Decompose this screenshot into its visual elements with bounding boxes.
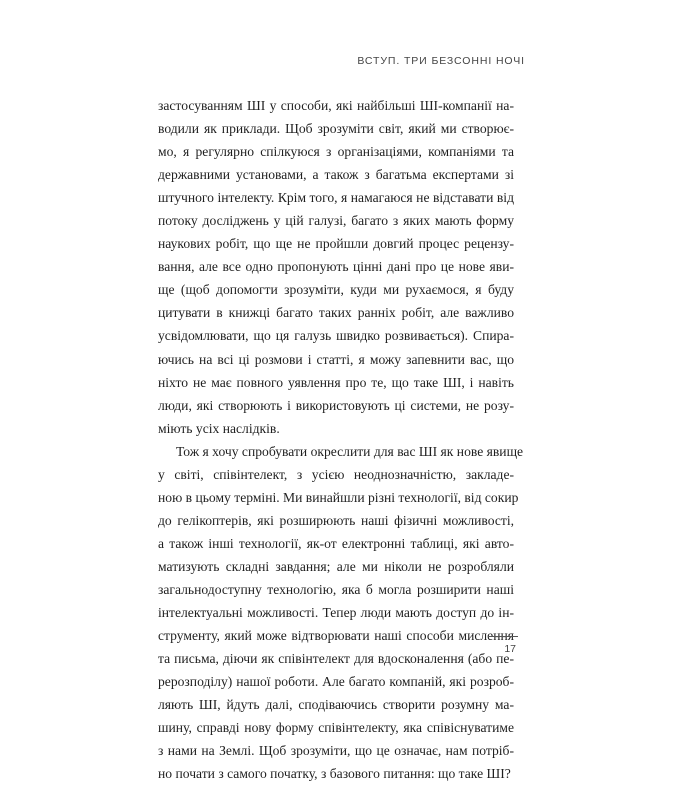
text-line: цитувати в книжці багато таких ранніх робіт, але важливо [158, 305, 514, 321]
text-line: державними установами, а також з багатьма експертами зі [158, 167, 514, 183]
text-line: та письма, діючи як співінтелект для вдосконалення (або пе- [158, 651, 514, 667]
text-line: струменту, який може відтворювати наші способи мислення [158, 628, 514, 644]
text-line: Тож я хочу спробувати окреслити для вас ШІ як нове явище [176, 443, 524, 459]
text-line: мо, я регулярно спілкуюся з організаціями, компаніями та [158, 144, 514, 160]
text-line: до гелікоптерів, які розширюють наші фізичні можливості, [158, 512, 514, 528]
text-line: рерозподілу) нашої роботи. Але багато компаній, які розроб- [158, 674, 514, 690]
text-line: наукових робіт, що ще не пройшли довгий процес рецензу- [158, 236, 514, 252]
text-line: матизують складні завдання; але ми ніколи не розробляли [158, 558, 514, 574]
text-line: но почати з самого початку, з базового питання: що таке ШІ? [158, 766, 511, 782]
text-line: застосуванням ШІ у способи, які найбільші ШІ-компанії на- [158, 98, 514, 113]
text-line: потоку досліджень у цій галузі, багато з яких мають форму [158, 213, 514, 229]
paragraph [158, 94, 514, 440]
text-line: ною в цьому терміні. Ми винайшли різні технології, від сокир [158, 489, 519, 505]
text-line: ще (щоб допомогти зрозуміти, куди ми рухаємося, я буду [158, 282, 514, 298]
paragraph [158, 440, 524, 785]
text-line: міють усіх наслідків. [158, 420, 280, 436]
text-line: шину, справді нову форму співінтелекту, яка співіснуватиме [158, 720, 514, 736]
page-number: 17 [504, 643, 516, 655]
text-line: а також інші технології, як-от електронні таблиці, які авто- [158, 535, 514, 551]
text-line: штучного інтелекту. Крім того, я намагаюся не відставати від [158, 190, 514, 206]
text-line: водили як приклади. Щоб зрозуміти світ, який ми створює- [158, 121, 514, 137]
text-line: з нами на Землі. Щоб зрозуміти, що це означає, нам потріб- [158, 743, 514, 759]
text-line: вання, але все одно пропонують цінні дані про це нове яви- [158, 259, 514, 275]
body-text [158, 94, 524, 785]
text-line: у світі, співінтелект, з усією неоднозначністю, закладе- [158, 466, 514, 482]
text-line: інтелектуальні можливості. Тепер люди мають доступ до ін- [158, 605, 514, 621]
footer-rule [488, 636, 518, 637]
text-line: ляють ШІ, йдуть далі, сподіваючись створити розумну ма- [158, 697, 514, 713]
text-line: ніхто не має повного уявлення про те, що таке ШІ, і навіть [158, 374, 514, 390]
text-line: ючись на всі ці розмови і статті, я можу запевнити вас, що [158, 351, 514, 367]
text-line: люди, які створюють і використовують ці системи, не розу- [158, 397, 514, 413]
text-line: загальнодоступну технологію, яка б могла розширити наші [158, 581, 514, 597]
text-line: усвідомлювати, що ця галузь швидко розвивається). Спира- [158, 328, 514, 344]
running-header: ВСТУП. ТРИ БЕЗСОННІ НОЧІ [357, 55, 525, 67]
